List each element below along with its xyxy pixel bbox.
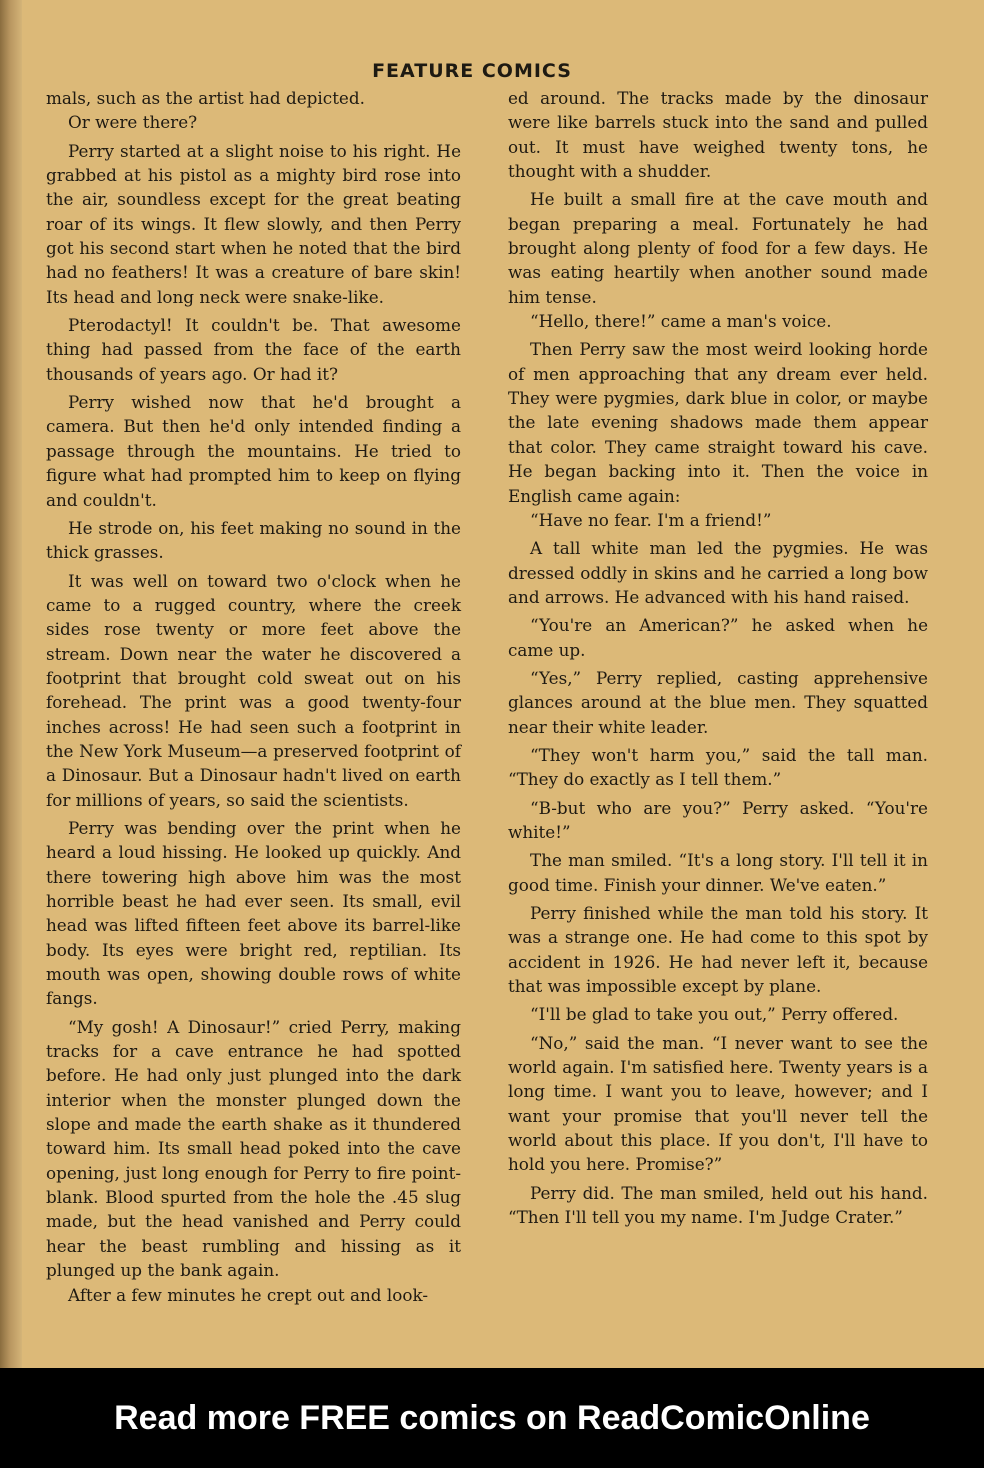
paragraph: Or were there?: [68, 112, 198, 133]
paragraph: A tall white man led the pygmies. He was dressed oddly in skins and he carried a long bow and arrows. He advanced with his hand raised.: [508, 538, 928, 607]
paragraph: Perry wished now that he'd brought a camera. But then he'd only intended finding a passage through the mountains. He tried to figure what had prompted him to keep on flying and couldn't.: [46, 392, 461, 510]
paragraph: “I'll be glad to take you out,” Perry offered.: [530, 1004, 899, 1025]
right-text-column: [508, 86, 928, 1229]
paragraph: He strode on, his feet making no sound in the thick grasses.: [46, 517, 461, 563]
paragraph: “They won't harm you,” said the tall man. “They do exactly as I tell them.”: [508, 744, 928, 790]
paragraph: The man smiled. “It's a long story. I'll tell it in good time. Finish your dinner. We've eaten.”: [508, 850, 928, 895]
paragraph: ed around. The tracks made by the dinosaur were like barrels stuck into the sand and pulled out. It must have weighed twenty tons, he thought with a shudder.: [508, 88, 928, 182]
paragraph: “Have no fear. I'm a friend!”: [530, 509, 772, 530]
paragraph: mals, such as the artist had depicted.: [46, 88, 365, 108]
paragraph: Then Perry saw the most weird looking horde of men approaching that any dream ever held. They were pygmies, dark blue in color, or maybe the late evening shadows made them appear that color. They came straight toward his cave. He began backing into it. Then the voice in English came again:: [508, 339, 928, 506]
paragraph: “You're an American?” he asked when he came up.: [508, 615, 928, 660]
paragraph: “Yes,” Perry replied, casting apprehensive glances around at the blue men. They squatted near their white leader.: [508, 667, 928, 737]
left-text-column: [46, 86, 461, 1307]
paragraph: He built a small fire at the cave mouth and began preparing a meal. Fortunately he had brought along plenty of food for a few days. He was eating heartily when another sound made him tense.: [508, 189, 928, 307]
paragraph: “B-but who are you?” Perry asked. “You're white!”: [508, 797, 928, 842]
paragraph: “No,” said the man. “I never want to see the world again. I'm satisfied here. Twenty years is a long time. I want you to leave, however; and I want your promise that you'll never tell the world about this place. If you don't, I'll have to hold you here. Promise?”: [508, 1032, 928, 1175]
page-spine-shadow: [0, 0, 22, 1368]
paragraph: Perry was bending over the print when he heard a loud hissing. He looked up quickly. And there towering high above him was the most horrible beast he had ever seen. Its small, evil head was lifted fifteen feet above its barrel-like body. Its eyes were bright red, reptilian. Its mouth was open, showing double rows of white fangs.: [46, 817, 461, 1009]
paragraph: Perry finished while the man told his story. It was a strange one. He had come to this spot by accident in 1926. He had never left it, because that was impossible except by plane.: [508, 903, 928, 997]
paragraph: “Hello, there!” came a man's voice.: [530, 311, 832, 332]
paragraph: Perry started at a slight noise to his right. He grabbed at his pistol as a mighty bird rose into the air, soundless except for the great beating roar of its wings. It flew slowly, and then Perry got his second start when he noted that the bird had no feathers! It was a creature of bare skin! Its head and long neck were snake-like.: [46, 140, 461, 307]
promo-banner: Read more FREE comics on ReadComicOnline: [114, 1398, 870, 1437]
paragraph: “My gosh! A Dinosaur!” cried Perry, making tracks for a cave entrance he had spotted before. He had only just plunged into the dark interior when the monster plunged down the slope and made the earth shake as it thundered toward him. Its small head poked into the cave opening, just long enough for Perry to fire point-blank. Blood spurted from the hole the .45 slug made, but the head vanished and Perry could hear the beast rumbling and hissing as it plunged up the bank again.: [46, 1016, 461, 1281]
paragraph: After a few minutes he crept out and look-: [68, 1284, 429, 1305]
paragraph: Pterodactyl! It couldn't be. That awesome thing had passed from the face of the earth thousands of years ago. Or had it?: [46, 315, 461, 384]
page-header: FEATURE COMICS: [372, 60, 572, 82]
paragraph: Perry did. The man smiled, held out his hand. “Then I'll tell you my name. I'm Judge Crater.”: [508, 1182, 928, 1228]
paragraph: It was well on toward two o'clock when he came to a rugged country, where the creek sides rose twenty or more feet above the stream. Down near the water he discovered a footprint that brought cold sweat out on his forehead. The print was a good twenty-four inches across! He had seen such a footprint in the New York Museum—a preserved footprint of a Dinosaur. But a Dinosaur hadn't lived on earth for millions of years, so said the scientists.: [46, 570, 461, 810]
